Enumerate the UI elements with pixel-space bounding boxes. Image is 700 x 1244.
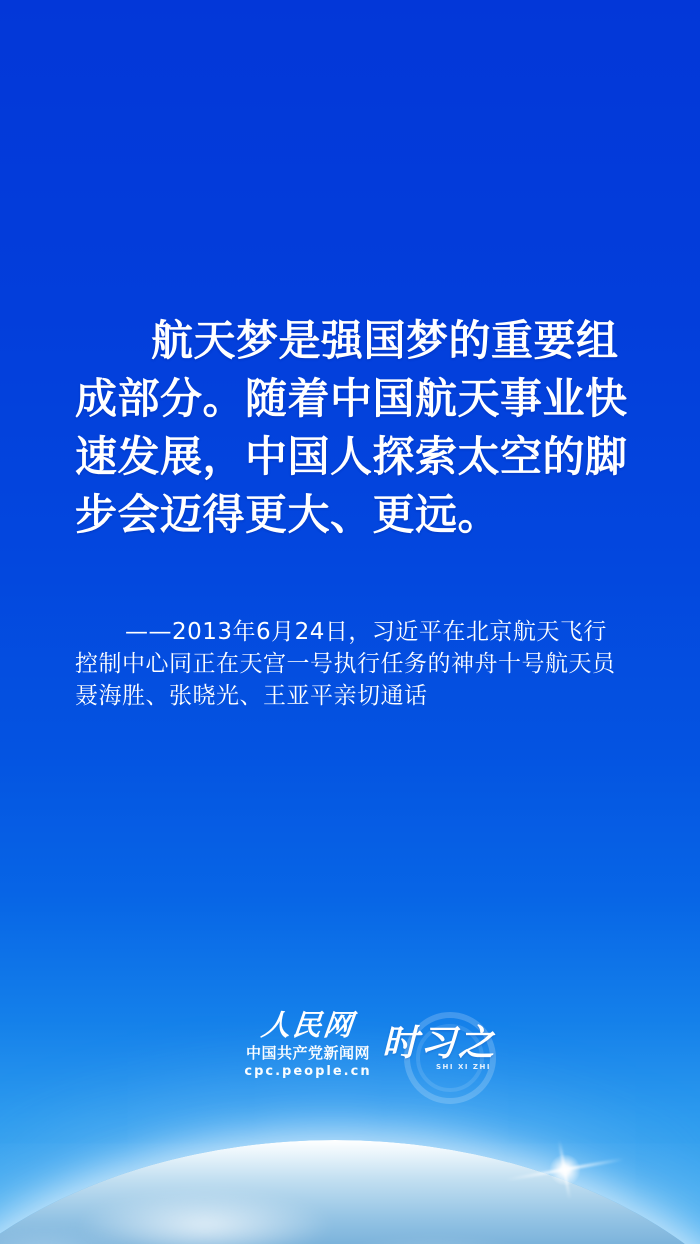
earth-image [0,1140,700,1244]
quote-line: 速发展，中国人探索太空的脚 [75,432,628,481]
people-daily-logo [240,1006,376,1080]
people-net-script-logo: 人民网 [259,1008,357,1042]
quote-attribution [75,616,635,712]
shixizhi-logo [380,1016,510,1096]
quote-text [75,312,640,544]
attribution-line: ——2013年6月24日，习近平在北京航天飞行 [125,619,607,645]
shixizhi-brand-text: 时习之 [382,1023,497,1064]
shixizhi-latin-text: SHI XI ZHI [436,1063,491,1071]
cpc-url-label: cpc.people.cn [244,1064,372,1079]
quote-line: 步会迈得更大、更远。 [75,490,501,539]
attribution-line: 聂海胜、张晓光、王亚平亲切通话 [75,683,428,709]
footer-logos [0,1006,700,1096]
quote-line: 成部分。随着中国航天事业快 [75,374,628,423]
cpc-news-label: 中国共产党新闻网 [245,1044,370,1062]
quote-line: 航天梦是强国梦的重要组 [151,316,619,365]
attribution-line: 控制中心同正在天宫一号执行任务的神舟十号航天员 [75,651,616,677]
